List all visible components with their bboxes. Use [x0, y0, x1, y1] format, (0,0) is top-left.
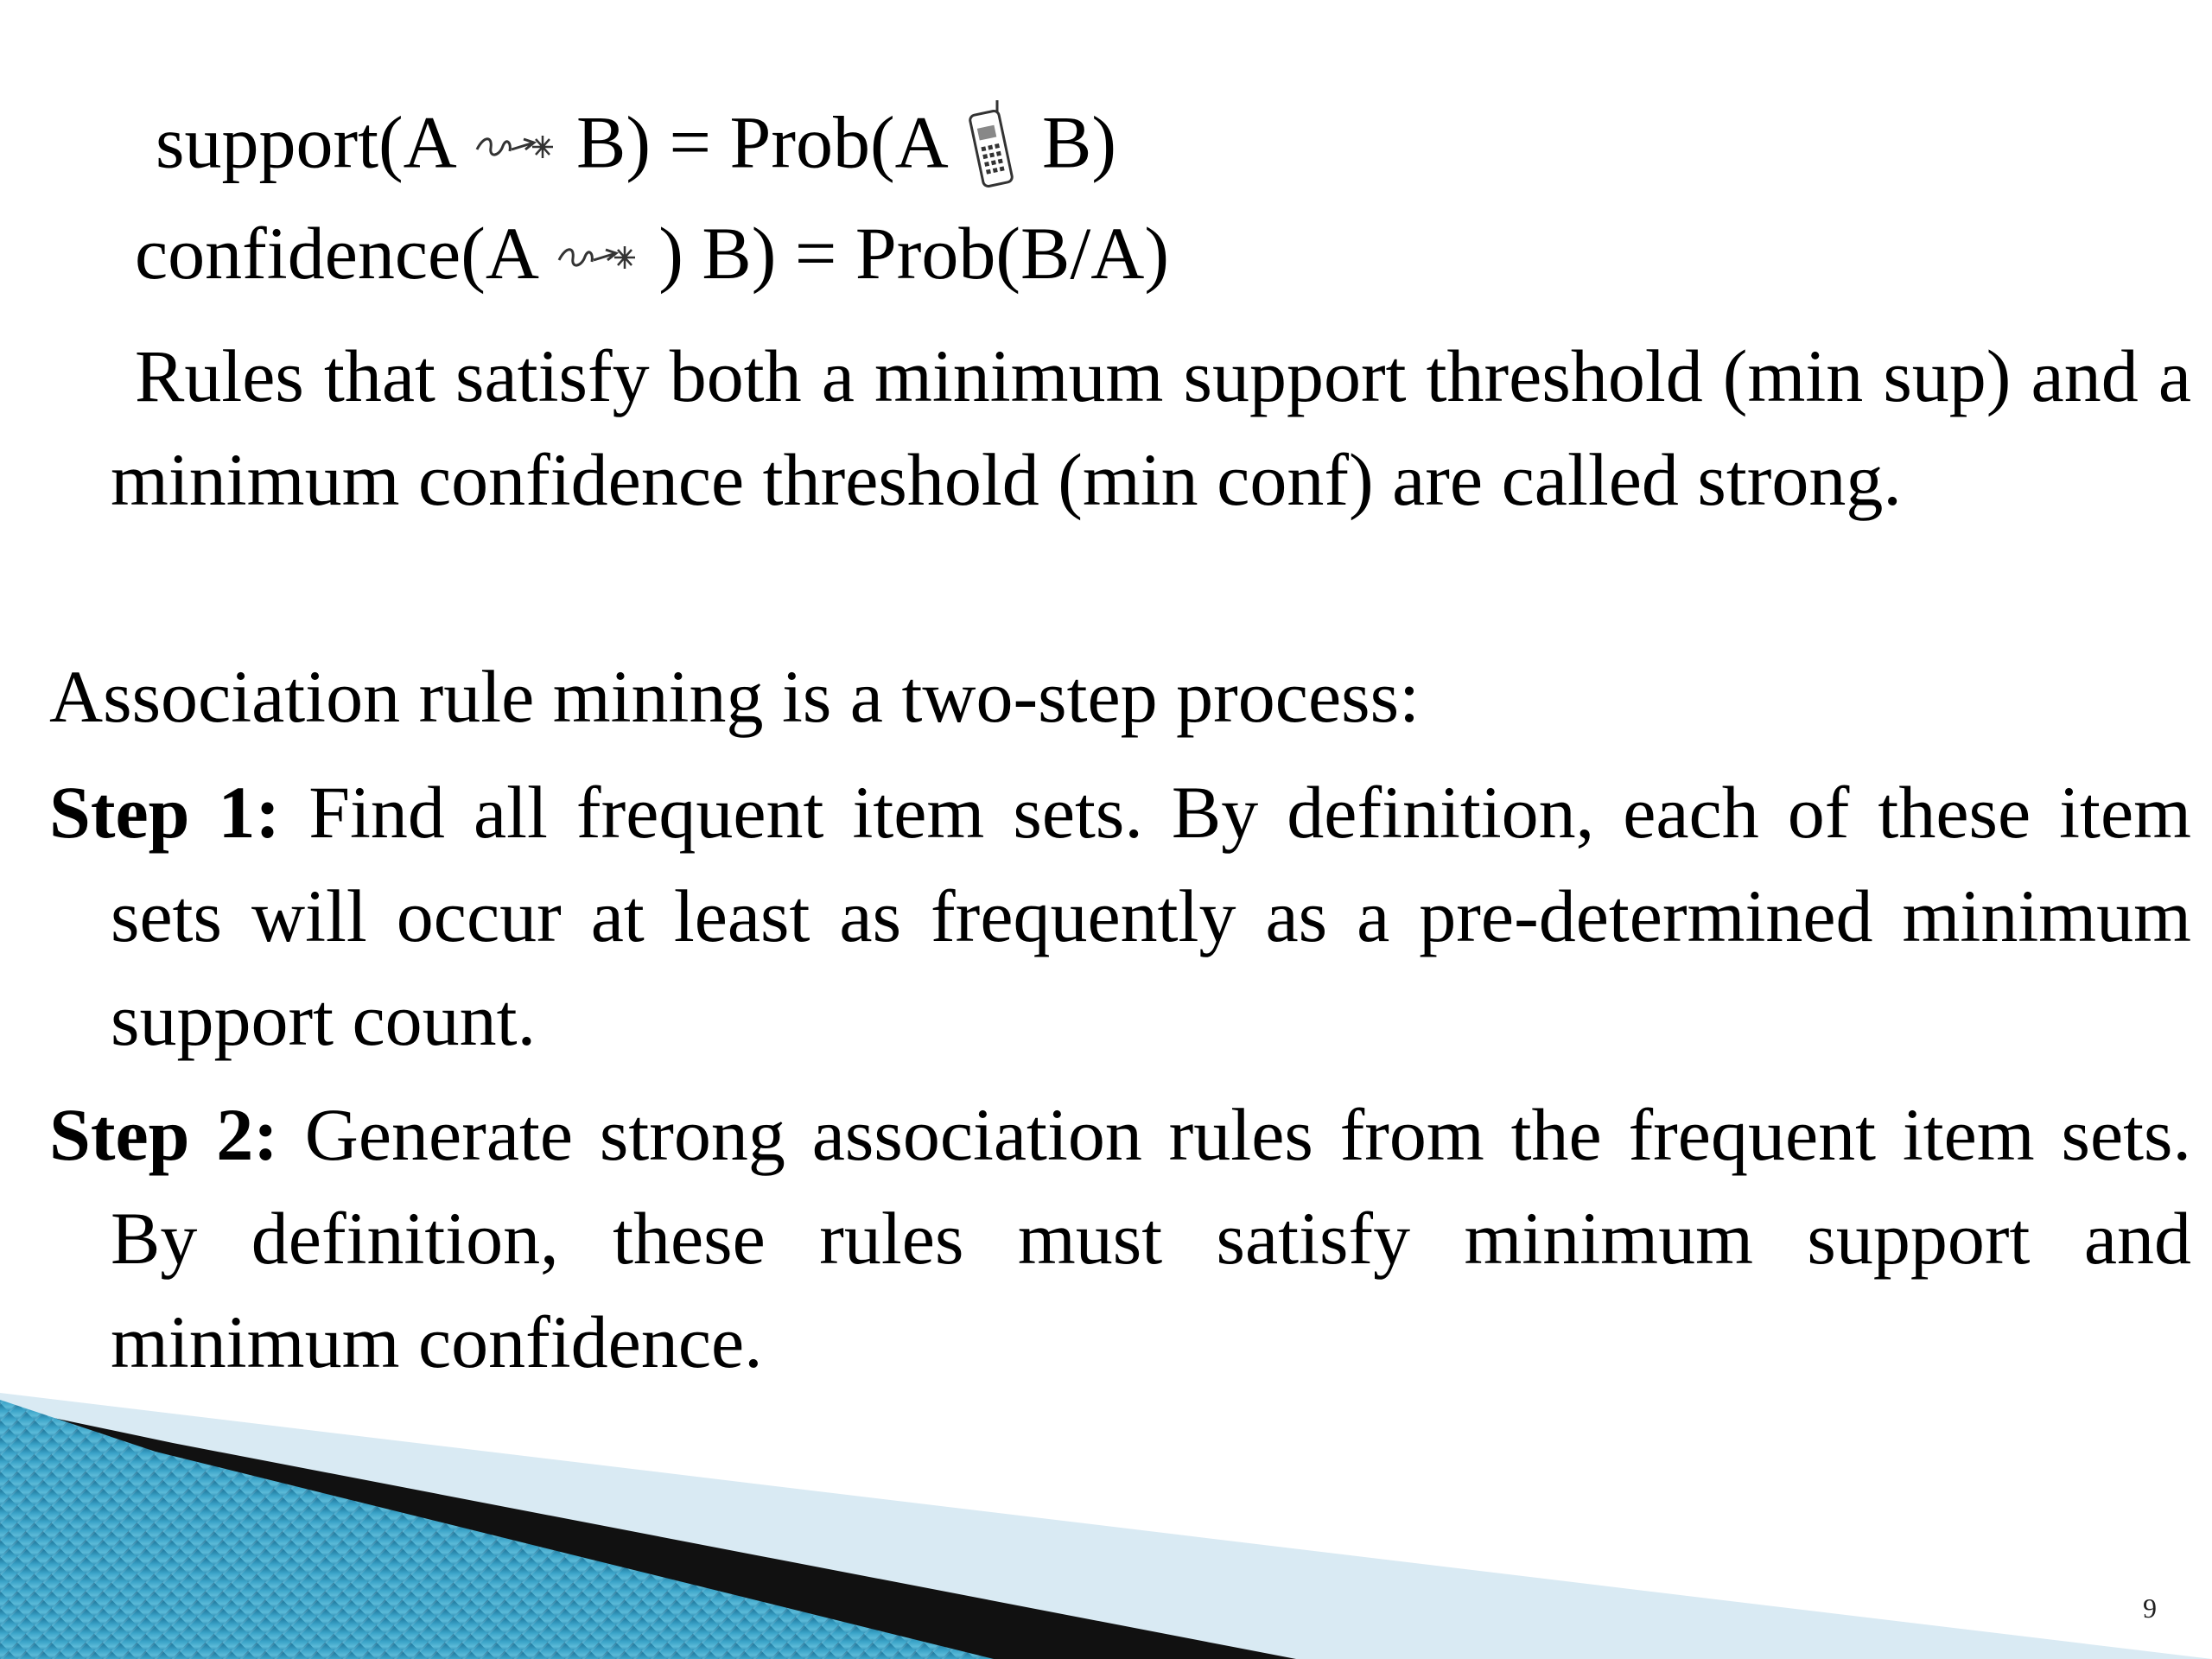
page-number: 9 [2143, 1592, 2157, 1624]
step-2-label: Step 2: [49, 1093, 278, 1176]
process-intro: Association rule mining is a two-step process: [49, 655, 1420, 738]
confidence-formula-left: confidence(A [135, 212, 536, 295]
support-formula-right: B) [1041, 100, 1116, 184]
step-1-text: Find all frequent item sets. By definition, each of these item sets will occur at least as frequently as a pre-determined minimum support count. [111, 771, 2192, 1061]
step-2-text: Generate strong association rules from the frequent item sets. By definition, these rules must satisfy minimum support and minimum confidence. [111, 1093, 2192, 1383]
confidence-formula-right: ) B) = Prob(B/A) [658, 212, 1169, 295]
step-1-label: Step 1: [49, 771, 281, 854]
support-formula-middle: B) = Prob(A [576, 100, 944, 184]
rules-paragraph: Rules that satisfy both a minimum support threshold (min sup) and a minimum confidence threshold (min conf) are called strong. [111, 334, 2191, 521]
support-formula-left: support(A [156, 100, 453, 184]
